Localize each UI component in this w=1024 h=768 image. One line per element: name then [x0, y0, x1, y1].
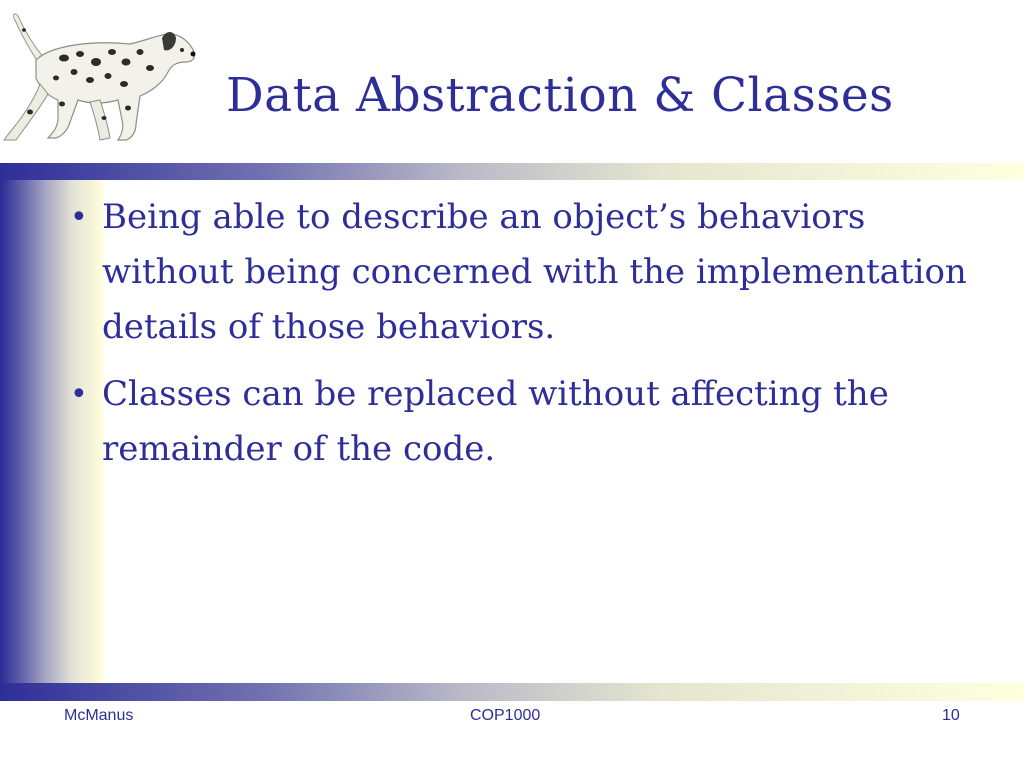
bullet-icon: • — [70, 377, 88, 412]
footer-author: McManus — [64, 707, 134, 724]
top-gradient-bar — [0, 163, 1024, 180]
bullet-item — [70, 190, 970, 355]
footer-course: COP1000 — [470, 707, 541, 724]
bullet-text: Being able to describe an object’s behaviors without being concerned with the implementation details of those behaviors. — [102, 197, 967, 347]
bullet-icon: • — [70, 200, 88, 235]
bottom-gradient-bar — [0, 683, 1024, 701]
bullet-text: Classes can be replaced without affecting the remainder of the code. — [102, 374, 889, 469]
bullet-item — [70, 367, 970, 477]
footer-page-number: 10 — [942, 707, 960, 724]
bullet-list — [70, 190, 970, 489]
slide-title: Data Abstraction & Classes — [226, 68, 894, 123]
dalmatian-dog-icon — [0, 0, 200, 148]
